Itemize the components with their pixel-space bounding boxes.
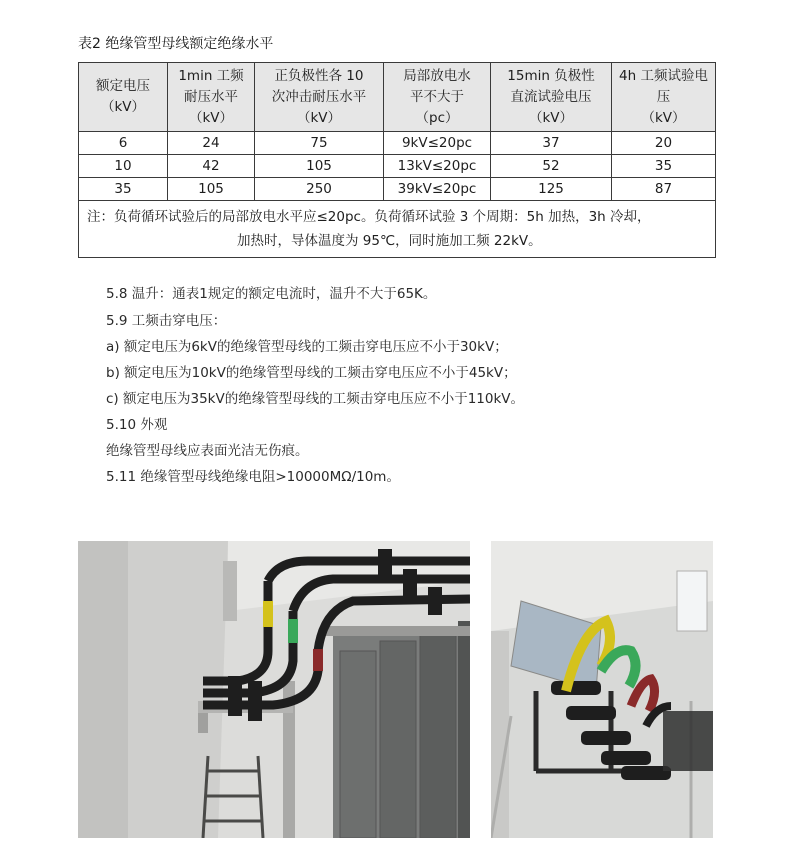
clause-5-11-insulation-resistance: 5.11 绝缘管型母线绝缘电阻>10000MΩ/10m。 xyxy=(106,469,400,485)
table-note-row xyxy=(79,201,716,258)
table-cell: 24 xyxy=(168,132,255,155)
busbar-installation-photo-left xyxy=(78,541,470,838)
clause-5-10-text: 绝缘管型母线应表面光洁无伤痕。 xyxy=(106,443,309,459)
table-cell: 75 xyxy=(255,132,384,155)
clause-5-9-item-c: c) 额定电压为35kV的绝缘管型母线的工频击穿电压应不小于110kV。 xyxy=(106,391,525,407)
clause-5-9-heading: 5.9 工频击穿电压： xyxy=(106,313,227,329)
table-row xyxy=(79,178,716,201)
table-cell: 125 xyxy=(491,178,612,201)
header-partial-discharge: 局部放电水 平不大于 （pc） xyxy=(384,63,491,132)
table-cell: 39kV≤20pc xyxy=(384,178,491,201)
table-cell: 20 xyxy=(612,132,716,155)
clause-5-9-item-b: b) 额定电压为10kV的绝缘管型母线的工频击穿电压应不小于45kV； xyxy=(106,365,517,381)
table-cell: 10 xyxy=(79,155,168,178)
table-cell: 13kV≤20pc xyxy=(384,155,491,178)
table-row xyxy=(79,132,716,155)
table-cell: 6 xyxy=(79,132,168,155)
table-cell: 35 xyxy=(79,178,168,201)
table-cell: 35 xyxy=(612,155,716,178)
clause-5-9-item-a: a) 额定电压为6kV的绝缘管型母线的工频击穿电压应不小于30kV； xyxy=(106,339,508,355)
insulation-level-table xyxy=(78,62,716,258)
table-cell: 9kV≤20pc xyxy=(384,132,491,155)
table-cell: 105 xyxy=(168,178,255,201)
busbar-installation-photo-right xyxy=(491,541,713,838)
table-cell: 37 xyxy=(491,132,612,155)
header-power-frequency-withstand: 1min 工频 耐压水平 （kV） xyxy=(168,63,255,132)
clause-5-8-temperature-rise: 5.8 温升：通表1规定的额定电流时，温升不大于65K。 xyxy=(106,286,437,302)
table-cell: 52 xyxy=(491,155,612,178)
header-impulse-withstand: 正负极性各 10 次冲击耐压水平 （kV） xyxy=(255,63,384,132)
note-line-1: 注：负荷循环试验后的局部放电水平应≤20pc。负荷循环试验 3 个周期：5h 加热，3h 冷却， xyxy=(87,209,651,225)
table-cell: 87 xyxy=(612,178,716,201)
table-cell: 250 xyxy=(255,178,384,201)
header-4h-test-voltage: 4h 工频试验电压 （kV） xyxy=(612,63,716,132)
table-header-row xyxy=(79,63,716,132)
table-note xyxy=(79,201,716,258)
table-cell: 105 xyxy=(255,155,384,178)
table-caption: 表2 绝缘管型母线额定绝缘水平 xyxy=(78,36,274,52)
header-dc-test-voltage: 15min 负极性 直流试验电压 （kV） xyxy=(491,63,612,132)
table-cell: 42 xyxy=(168,155,255,178)
note-line-2: 加热时，导体温度为 95℃，同时施加工频 22kV。 xyxy=(237,233,542,249)
table-row xyxy=(79,155,716,178)
clause-5-10-heading: 5.10 外观 xyxy=(106,417,168,433)
header-rated-voltage: 额定电压 （kV） xyxy=(79,63,168,132)
